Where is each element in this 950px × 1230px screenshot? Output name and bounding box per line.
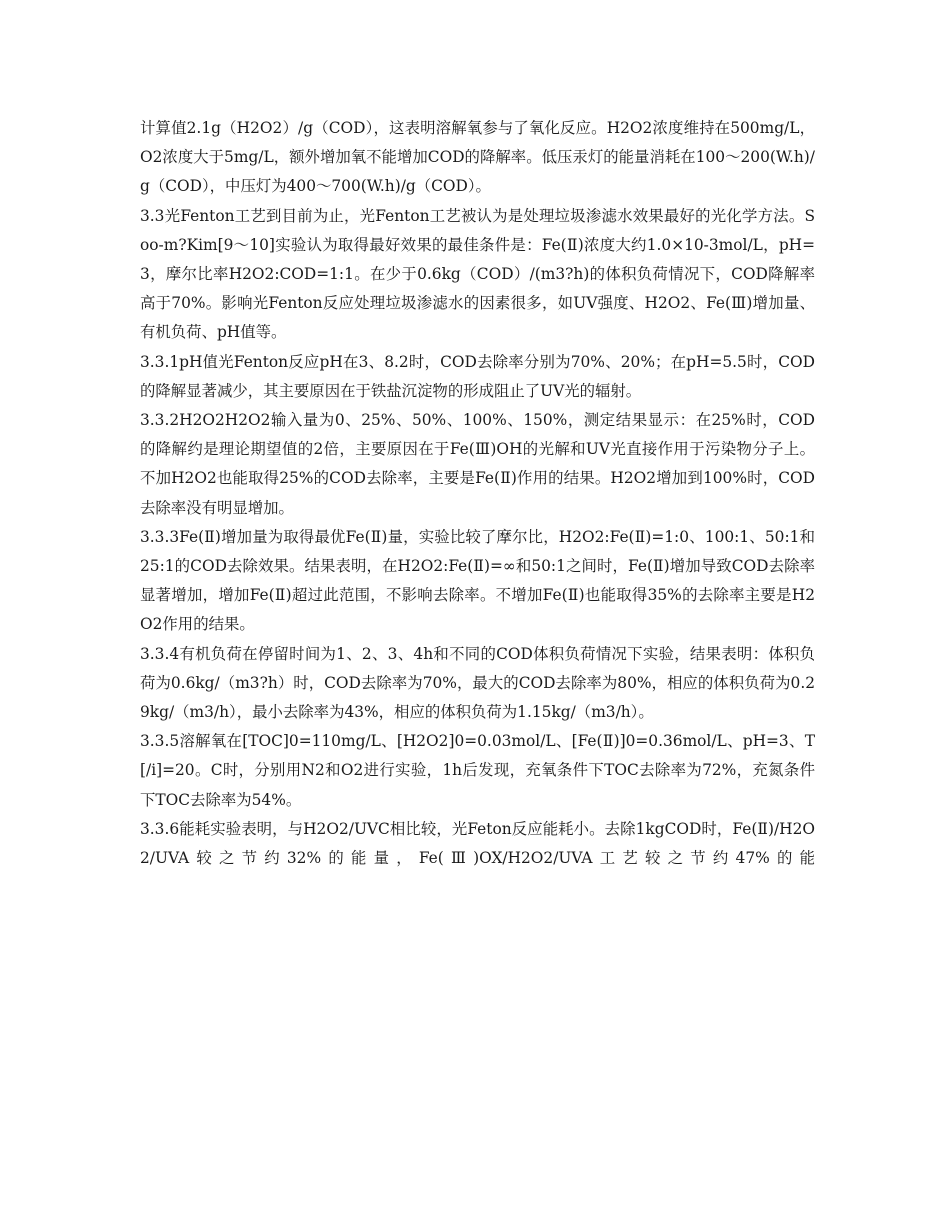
paragraph-3-3-3-fe-ii: 3.3.3Fe(Ⅱ)增加量为取得最优Fe(Ⅱ)量，实验比较了摩尔比，H2O2:Fe(Ⅱ)=1:0、100:1、50:1和25:1的COD去除效果。结果表明，在H2O2:Fe(Ⅱ)=∞和50:1之间时，Fe(Ⅱ)增加导致COD去除率显著增加，增加Fe(Ⅱ)超过此范围，不影响去除率。不增加Fe(Ⅱ)也能取得35%的去除率主要是H2O2作用的结果。 xyxy=(140,527,815,634)
paragraph-dissolved-oxygen-calc: 计算值2.1g（H2O2）/g（COD），这表明溶解氧参与了氧化反应。H2O2浓度维持在500mg/L，O2浓度大于5mg/L，额外增加氧不能增加COD的降解率。低压汞灯的能量消耗在100～200(W.h)/g（COD），中压灯为400～700(W.h)/g（COD）。 xyxy=(140,119,815,196)
paragraph-3-3-2-h2o2: 3.3.2H2O2H2O2输入量为0、25%、50%、100%、150%，测定结果显示：在25%时，COD的降解约是理论期望值的2倍，主要原因在于Fe(Ⅲ)OH的光解和UV光直接作用于污染物分子上。不加H2O2也能取得25%的COD去除率，主要是Fe(Ⅱ)作用的结果。H2O2增加到100%时，COD去除率没有明显增加。 xyxy=(140,411,815,517)
paragraph-3-3-6-energy: 3.3.6能耗实验表明，与H2O2/UVC相比较，光Feton反应能耗小。去除1kgCOD时，Fe(Ⅱ)/H2O2/UVA较之节约32%的能量，Fe(Ⅲ)OX/H2O2/UVA工艺较之节约47%的能 xyxy=(140,819,815,868)
paragraph-3-3-photo-fenton: 3.3光Fenton工艺到目前为止，光Fenton工艺被认为是处理垃圾渗滤水效果最好的光化学方法。Soo-m?Kim[9～10]实验认为取得最好效果的最佳条件是：Fe(Ⅱ)浓度大约1.0×10-3mol/L，pH=3，摩尔比率H2O2:COD=1:1。在少于0.6kg（COD）/(m3?h)的体积负荷情况下，COD降解率高于70%。影响光Fenton反应处理垃圾渗滤水的因素很多，如UV强度、H2O2、Fe(Ⅲ)增加量、有机负荷、pH值等。 xyxy=(140,206,815,342)
paragraph-3-3-1-ph: 3.3.1pH值光Fenton反应pH在3、8.2时，COD去除率分别为70%、20%；在pH=5.5时，COD的降解显著减少，其主要原因在于铁盐沉淀物的形成阻止了UV光的辐射。 xyxy=(140,352,815,400)
paragraph-3-3-5-dissolved-oxygen: 3.3.5溶解氧在[TOC]0=110mg/L、[H2O2]0=0.03mol/L、[Fe(Ⅱ)]0=0.36mol/L、pH=3、T[/i]=20。C时，分别用N2和O2进行实验，1h后发现，充氧条件下TOC去除率为72%，充氮条件下TOC去除率为54%。 xyxy=(140,732,815,809)
document-page xyxy=(140,114,815,873)
paragraph-3-3-4-organic-load: 3.3.4有机负荷在停留时间为1、2、3、4h和不同的COD体积负荷情况下实验，结果表明：体积负荷为0.6kg/（m3?h）时，COD去除率为70%，最大的COD去除率为80%，相应的体积负荷为0.29kg/（m3/h），最小去除率为43%，相应的体积负荷为1.15kg/（m3/h）。 xyxy=(140,644,815,722)
